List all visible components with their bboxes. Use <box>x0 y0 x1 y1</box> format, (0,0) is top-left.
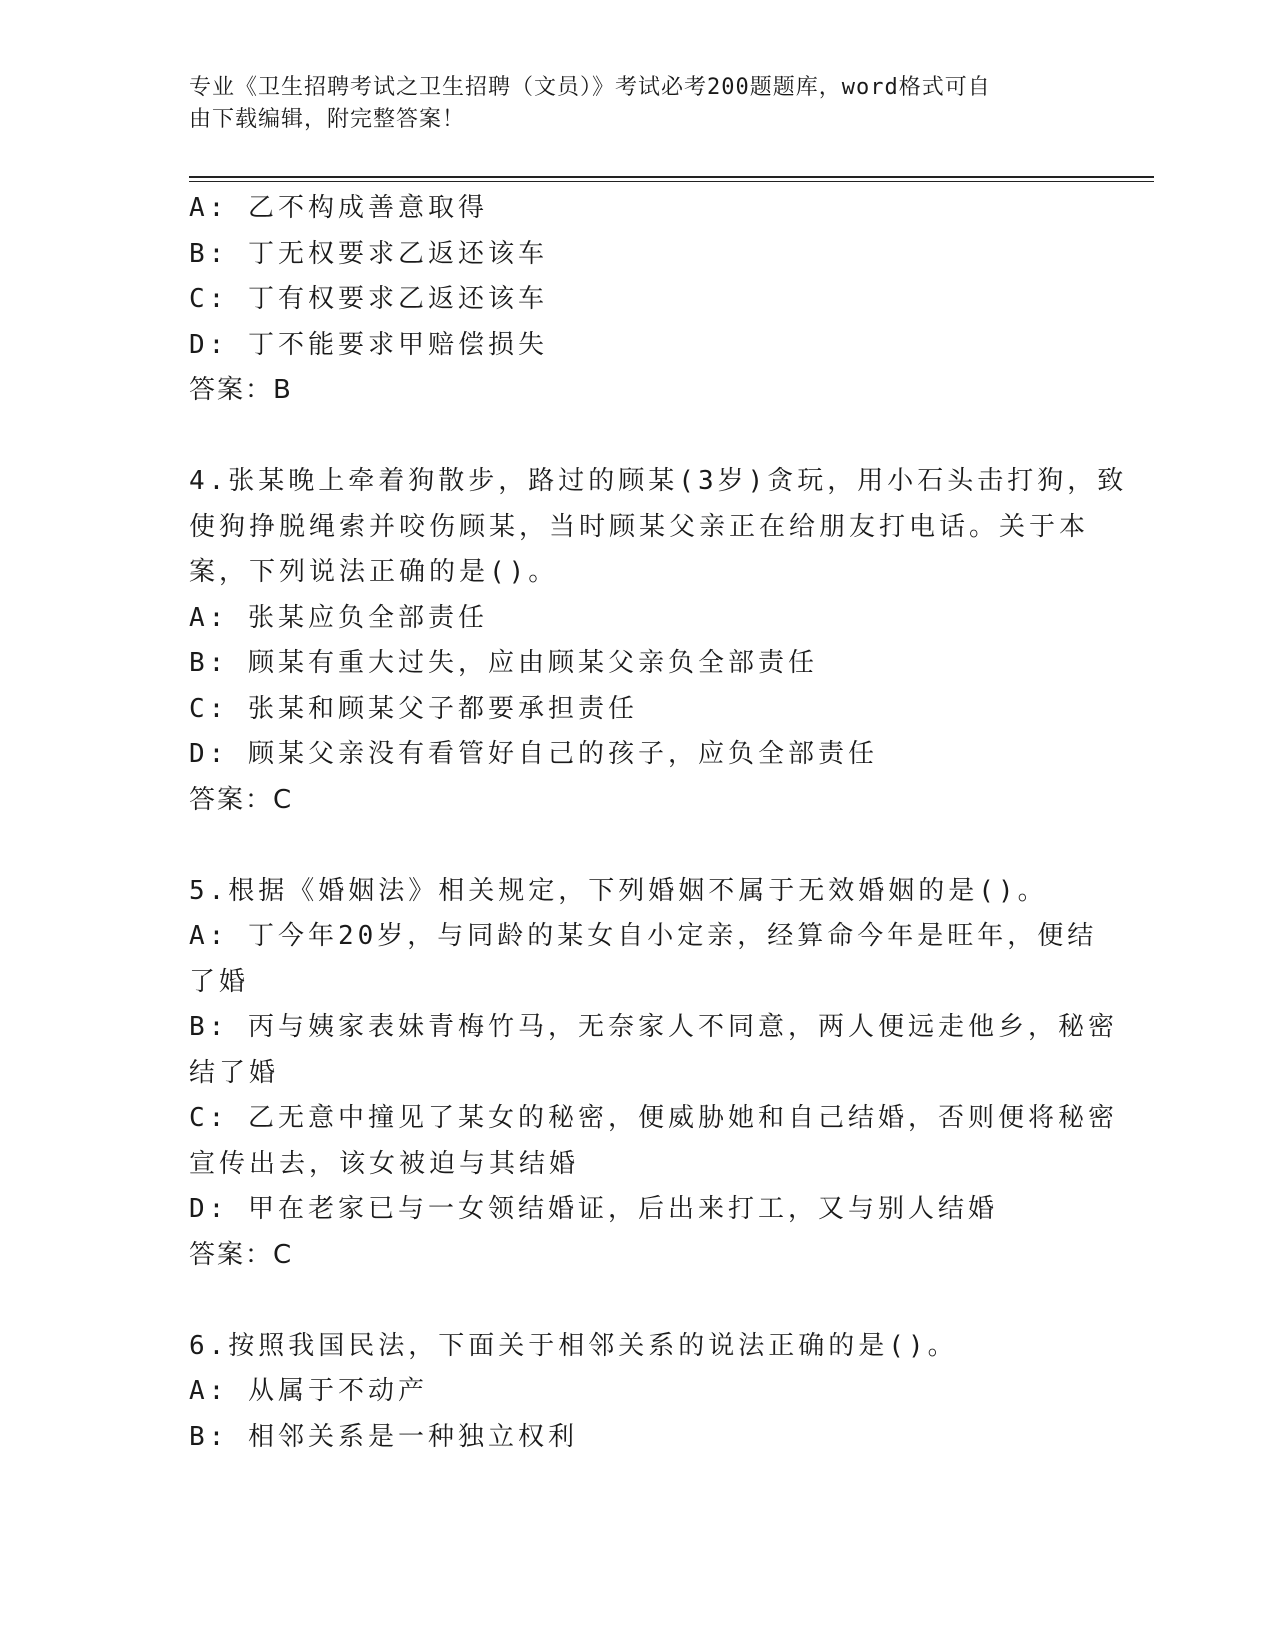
question-5 <box>189 869 1118 1279</box>
question-stem-line-1: 4.张某晚上牵着狗散步，路过的顾某(3岁)贪玩，用小石头击打狗，致 <box>189 466 1128 496</box>
option-a: A: 从属于不动产 <box>189 1376 428 1406</box>
document-header <box>189 72 1089 136</box>
question-6 <box>189 1324 1089 1461</box>
header-divider-thin <box>189 181 1154 182</box>
option-b: B: 丁无权要求乙返还该车 <box>189 238 548 269</box>
option-b: B: 相邻关系是一种独立权利 <box>189 1421 578 1452</box>
option-d: D: 甲在老家已与一女领结婚证，后出来打工，又与别人结婚 <box>189 1194 998 1224</box>
question-stem: 6.按照我国民法，下面关于相邻关系的说法正确的是()。 <box>189 1330 958 1361</box>
question-stem-line-3: 案，下列说法正确的是()。 <box>189 557 559 587</box>
answer: 答案：C <box>189 784 294 815</box>
option-a: A: 乙不构成善意取得 <box>189 193 488 223</box>
option-b-line-1: B: 丙与姨家表妹青梅竹马，无奈家人不同意，两人便远走他乡，秘密 <box>189 1012 1118 1042</box>
question-4 <box>189 459 1128 823</box>
option-b: B: 顾某有重大过失，应由顾某父亲负全部责任 <box>189 648 818 678</box>
option-d: D: 顾某父亲没有看管好自己的孩子，应负全部责任 <box>189 739 878 769</box>
header-line-1: 专业《卫生招聘考试之卫生招聘（文员）》考试必考200题题库，word格式可自 <box>189 75 991 100</box>
option-a-line-1: A: 丁今年20岁，与同龄的某女自小定亲，经算命今年是旺年，便结 <box>189 921 1098 951</box>
spacer <box>189 414 1089 460</box>
answer: 答案：B <box>189 375 293 405</box>
question-stem: 5.根据《婚姻法》相关规定，下列婚姻不属于无效婚姻的是()。 <box>189 875 1048 906</box>
question-list <box>189 186 1128 1460</box>
spacer <box>189 1278 1089 1324</box>
option-d: D: 丁不能要求甲赔偿损失 <box>189 329 548 360</box>
option-c-line-1: C: 乙无意中撞见了某女的秘密，便威胁她和自己结婚，否则便将秘密 <box>189 1103 1118 1133</box>
option-b-line-2: 结了婚 <box>189 1057 280 1088</box>
option-a: A: 张某应负全部责任 <box>189 602 488 633</box>
option-c: C: 张某和顾某父子都要承担责任 <box>189 693 638 724</box>
option-c-line-2: 宣传出去，该女被迫与其结婚 <box>189 1148 580 1179</box>
header-divider-thick <box>189 176 1154 178</box>
question-stem-line-2: 使狗挣脱绳索并咬伤顾某，当时顾某父亲正在给朋友打电话。关于本 <box>189 511 1090 542</box>
option-c: C: 丁有权要求乙返还该车 <box>189 284 548 314</box>
question-3 <box>189 186 1089 414</box>
header-line-2: 由下载编辑，附完整答案！ <box>189 107 466 132</box>
spacer <box>189 823 1089 869</box>
answer: 答案：C <box>189 1239 294 1270</box>
option-a-line-2: 了婚 <box>189 966 250 997</box>
